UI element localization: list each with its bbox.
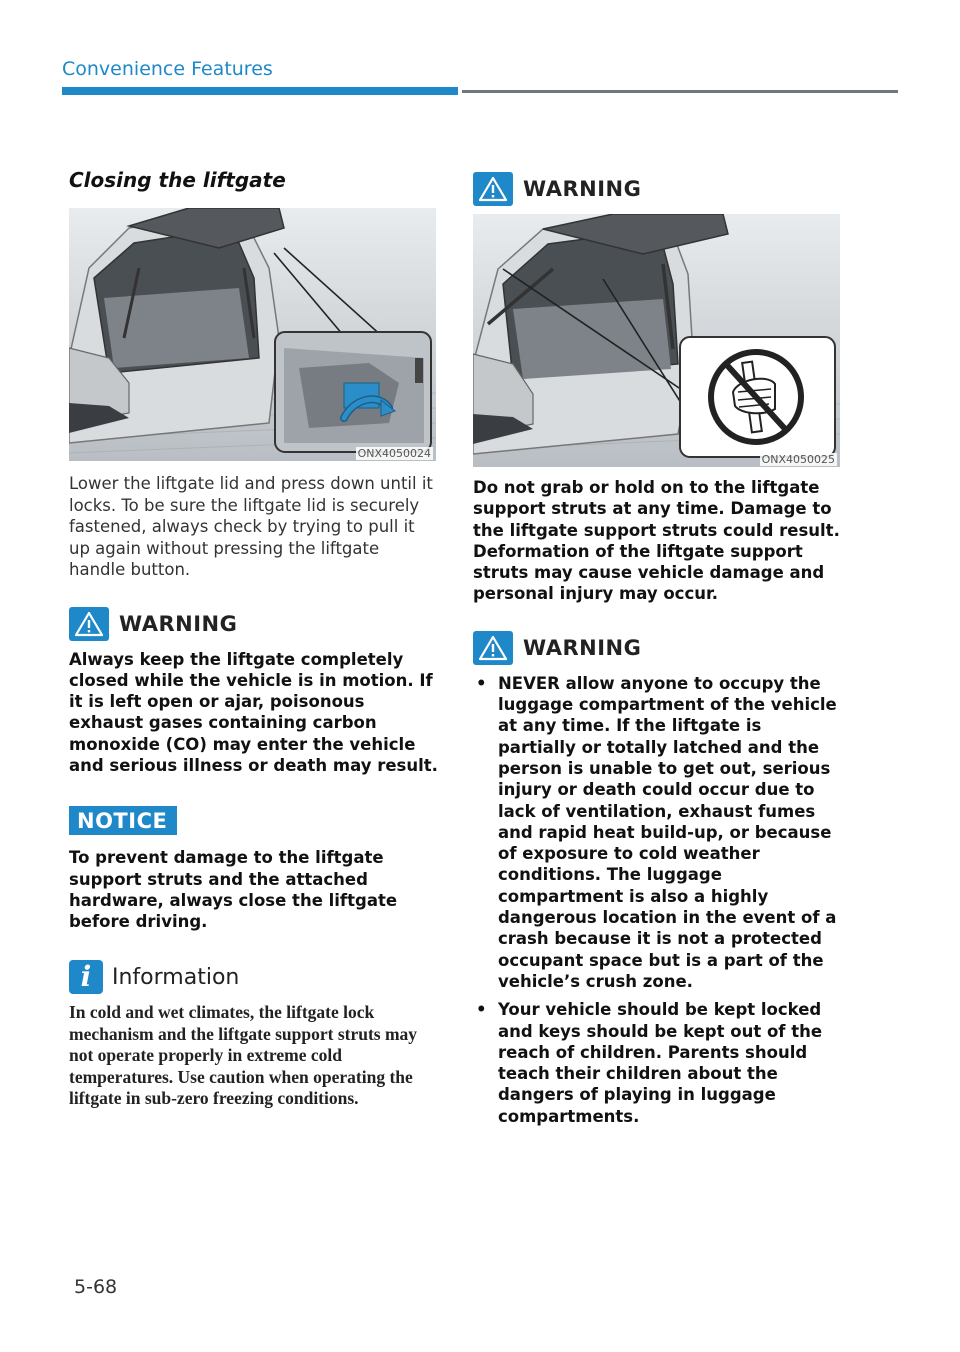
page-number: 5-68 — [74, 1276, 118, 1298]
notice-label: NOTICE — [69, 806, 177, 835]
subheading: Closing the liftgate — [69, 168, 286, 192]
strut-warning-text: Do not grab or hold on to the liftgate support struts at any time. Damage to the liftgate support struts could result. Deformation of the liftgate support struts may cause vehicle damage and personal injury may occur. — [473, 478, 840, 604]
information-heading — [69, 960, 439, 994]
header-accent-bar — [62, 87, 458, 95]
warning-triangle-icon — [69, 607, 109, 641]
luggage-warning-list — [473, 673, 843, 1127]
information-text: In cold and wet climates, the liftgate lock mechanism and the liftgate support struts may not operate properly in extreme cold temperatures. Use caution when operating the liftgate in sub-zero freezing conditions. — [69, 1002, 418, 1109]
warning-label: WARNING — [523, 177, 642, 201]
warning-triangle-icon — [473, 172, 513, 206]
warning-label: WARNING — [119, 611, 238, 636]
figure-code: ONX4050024 — [357, 447, 431, 460]
warning-text: Always keep the liftgate completely closed while the vehicle is in motion. If it is left open or ajar, poisonous exhaust gases containing carbon monoxide (CO) may enter the vehicle and serious illness or death may result. — [69, 649, 438, 775]
support-strut-illustration — [473, 214, 840, 467]
liftgate-closing-drawing — [69, 208, 436, 461]
information-label: Information — [112, 964, 240, 990]
support-strut-drawing — [473, 214, 840, 467]
warning-heading-struts — [473, 172, 843, 206]
right-column — [473, 172, 843, 1134]
list-item: • Your vehicle should be kept locked and keys should be kept out of the reach of children. Parents should teach their children about the dangers of playing in luggage compartments. — [473, 999, 843, 1127]
section-title: Convenience Features — [62, 58, 273, 80]
notice-text: To prevent damage to the liftgate support struts and the attached hardware, always close the liftgate before driving. — [69, 848, 398, 932]
closing-instructions: Lower the liftgate lid and press down until it locks. To be sure the liftgate lid is securely fastened, always check by trying to pull it up again without pressing the liftgate handle button. — [69, 474, 433, 579]
warning-heading-luggage — [473, 631, 843, 665]
warning-heading — [69, 607, 439, 641]
info-icon: i — [69, 960, 103, 994]
header-rule — [462, 90, 898, 93]
figure-code: ONX4050025 — [761, 453, 835, 466]
warning-label: WARNING — [523, 635, 642, 660]
warning-triangle-icon — [473, 631, 513, 665]
liftgate-closing-illustration — [69, 208, 436, 461]
left-column — [69, 168, 439, 1110]
list-item: • NEVER allow anyone to occupy the luggage compartment of the vehicle at any time. If the liftgate is partially or totally latched and the person is unable to get out, serious injury or death could occur due to lack of ventilation, exhaust fumes and rapid heat build-up, or because of exposure to cold weather conditions. The luggage compartment is also a highly dangerous location in the event of a crash because it is not a protected occupant space but is a part of the vehicle’s crush zone. — [473, 673, 843, 992]
